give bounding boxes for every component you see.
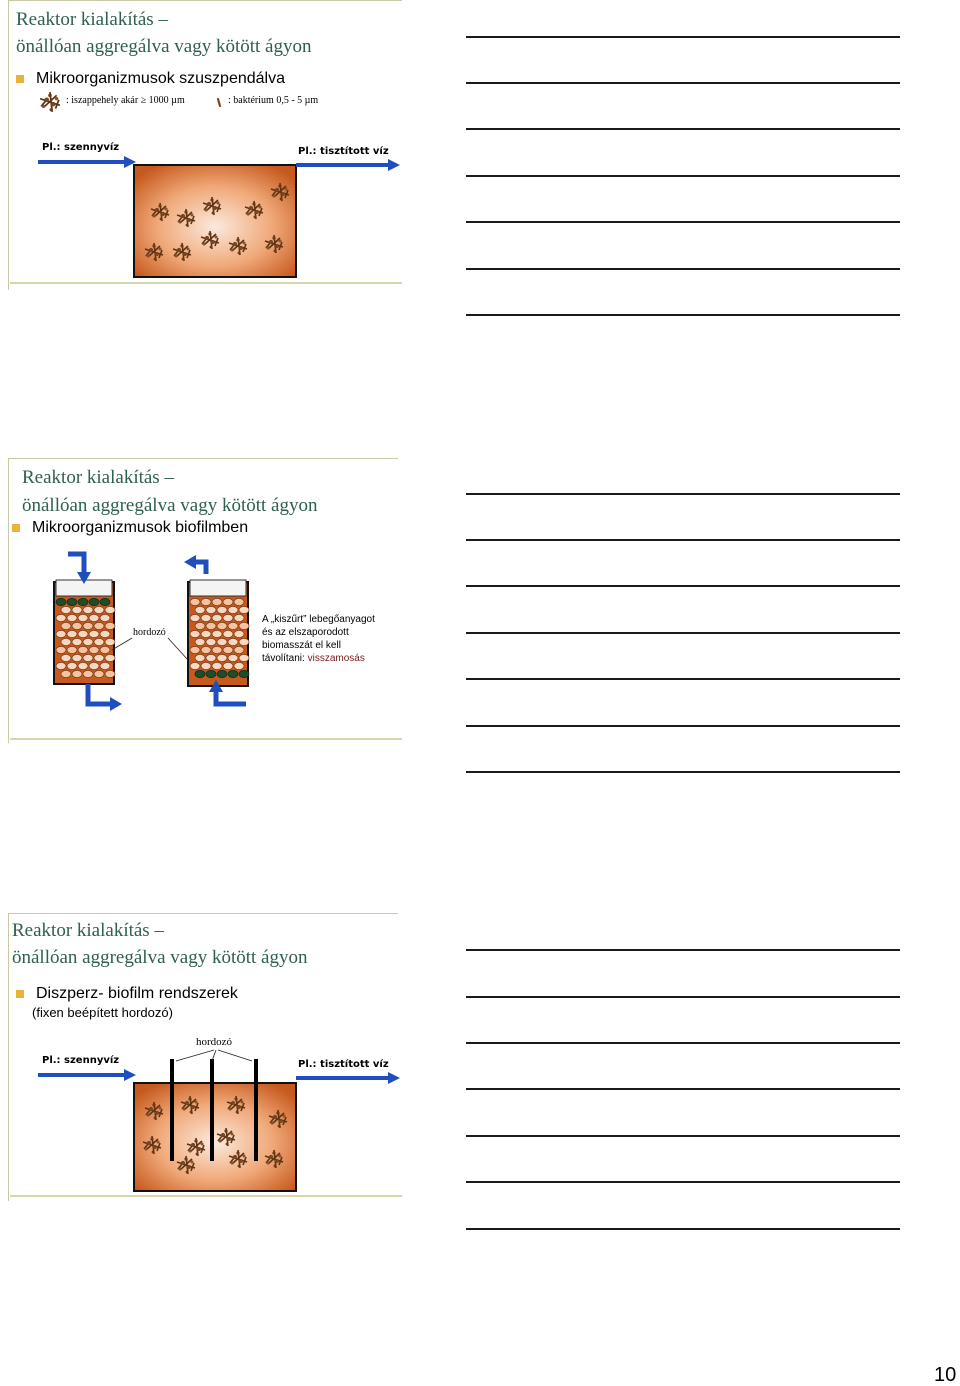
outlet-label: Pl.: tisztított víz bbox=[298, 1059, 389, 1070]
note-rule bbox=[466, 585, 900, 587]
carrier-bead bbox=[105, 638, 115, 645]
carrier-label: hordozó bbox=[133, 627, 166, 638]
carrier-bead bbox=[89, 614, 99, 621]
note-line: A „kiszűrt” lebegőanyagot bbox=[262, 614, 375, 625]
inflow-arrow-left bbox=[68, 554, 84, 574]
carrier-bead bbox=[190, 598, 200, 605]
carrier-bead bbox=[78, 662, 88, 669]
page-number: 10 bbox=[934, 1364, 957, 1386]
carrier-bead bbox=[89, 646, 99, 653]
carrier-bead bbox=[195, 638, 205, 645]
carrier-bead bbox=[201, 598, 211, 605]
carrier-bead bbox=[217, 622, 227, 629]
note-line: távolítani: visszamosás bbox=[262, 653, 365, 664]
carrier-bead bbox=[105, 622, 115, 629]
slide-title-line1: Reaktor kialakítás – bbox=[16, 9, 168, 30]
biofilm-filter-diagram bbox=[0, 458, 402, 743]
carrier-bead bbox=[223, 614, 233, 621]
note-rule bbox=[466, 268, 900, 270]
carrier-bead bbox=[78, 646, 88, 653]
bacterium-legend-icon bbox=[218, 99, 220, 106]
carrier-bead bbox=[61, 654, 71, 661]
carrier-bead bbox=[212, 662, 222, 669]
carrier-bead bbox=[234, 614, 244, 621]
carrier-bead bbox=[61, 670, 71, 677]
slide-title-line2: önállóan aggregálva vagy kötött ágyon bbox=[22, 495, 318, 516]
carrier-bead bbox=[234, 598, 244, 605]
carrier-bead bbox=[195, 622, 205, 629]
carrier-bead bbox=[83, 670, 93, 677]
carrier-bead bbox=[239, 622, 249, 629]
carrier-bead bbox=[78, 630, 88, 637]
carrier-bead bbox=[89, 630, 99, 637]
slide-title-line1: Reaktor kialakítás – bbox=[12, 920, 164, 941]
biofilm-bead bbox=[78, 598, 88, 605]
note-rule bbox=[466, 678, 900, 680]
carrier-bead bbox=[206, 654, 216, 661]
carrier-bead bbox=[201, 646, 211, 653]
carrier-pointer bbox=[176, 1050, 214, 1061]
carrier-bead bbox=[67, 646, 77, 653]
note-rule bbox=[466, 36, 900, 38]
floc-legend-text: : iszappehely akár ≥ 1000 µm bbox=[66, 95, 185, 106]
carrier-bead bbox=[195, 654, 205, 661]
carrier-bead bbox=[100, 614, 110, 621]
note-line: biomasszát el kell bbox=[262, 640, 341, 651]
note-rule bbox=[466, 725, 900, 727]
biofilm-bead bbox=[67, 598, 77, 605]
biofilm-bead bbox=[217, 670, 227, 677]
carrier-bead bbox=[100, 630, 110, 637]
carrier-bead bbox=[223, 662, 233, 669]
backwash-highlight: visszamosás bbox=[307, 653, 365, 664]
biofilm-bead bbox=[89, 598, 99, 605]
carrier-bead bbox=[61, 638, 71, 645]
note-rule bbox=[466, 493, 900, 495]
carrier-bead bbox=[94, 670, 104, 677]
carrier-bead bbox=[234, 646, 244, 653]
slide-title-line1: Reaktor kialakítás – bbox=[22, 467, 174, 488]
carrier-bead bbox=[72, 606, 82, 613]
carrier-bead bbox=[223, 630, 233, 637]
carrier-bead bbox=[72, 670, 82, 677]
carrier-bead bbox=[56, 646, 66, 653]
note-rule bbox=[466, 128, 900, 130]
bullet-text: Mikroorganizmusok biofilmben bbox=[32, 519, 249, 536]
note-rule bbox=[466, 1088, 900, 1090]
slide-title-line2: önállóan aggregálva vagy kötött ágyon bbox=[12, 947, 308, 968]
note-rule bbox=[466, 82, 900, 84]
carrier-bead bbox=[100, 646, 110, 653]
carrier-bead bbox=[83, 638, 93, 645]
carrier-bead bbox=[190, 614, 200, 621]
slide-title-line2: önállóan aggregálva vagy kötött ágyon bbox=[16, 36, 312, 57]
carrier-bead bbox=[217, 638, 227, 645]
carrier-bead bbox=[234, 662, 244, 669]
biofilm-bead bbox=[239, 670, 249, 677]
note-rule bbox=[466, 1228, 900, 1230]
bullet-text: Diszperz- biofilm rendszerek bbox=[36, 985, 238, 1002]
note-rule bbox=[466, 632, 900, 634]
carrier-bead bbox=[67, 630, 77, 637]
note-rule bbox=[466, 1042, 900, 1044]
note-rule bbox=[466, 314, 900, 316]
note-rule bbox=[466, 996, 900, 998]
sub-bullet-text: (fixen beépített hordozó) bbox=[32, 1005, 173, 1020]
slide-suspended bbox=[0, 0, 402, 290]
carrier-bead bbox=[67, 662, 77, 669]
carrier-bead bbox=[105, 670, 115, 677]
backwash-inflow-arrow bbox=[216, 690, 246, 704]
note-rule bbox=[466, 221, 900, 223]
note-rule bbox=[466, 1135, 900, 1137]
carrier-bead bbox=[56, 662, 66, 669]
note-line: és az elszaporodott bbox=[262, 627, 349, 638]
carrier-pointer-right bbox=[168, 638, 188, 660]
carrier-bead bbox=[105, 654, 115, 661]
carrier-bead bbox=[94, 606, 104, 613]
carrier-bead bbox=[190, 646, 200, 653]
carrier-bead bbox=[217, 654, 227, 661]
carrier-bead bbox=[56, 614, 66, 621]
inlet-label: Pl.: szennyvíz bbox=[42, 1055, 120, 1066]
carrier-bead bbox=[212, 630, 222, 637]
carrier-bead bbox=[217, 606, 227, 613]
backwash-note bbox=[262, 613, 375, 665]
carrier-bead bbox=[212, 598, 222, 605]
floc-legend-icon bbox=[40, 92, 60, 112]
carrier-bead bbox=[223, 646, 233, 653]
carrier-bead bbox=[223, 598, 233, 605]
carrier-bead bbox=[83, 606, 93, 613]
carrier-bead bbox=[56, 630, 66, 637]
note-rule bbox=[466, 1181, 900, 1183]
carrier-bead bbox=[195, 606, 205, 613]
biofilm-bead bbox=[195, 670, 205, 677]
carrier-bead bbox=[61, 606, 71, 613]
carrier-bead bbox=[206, 622, 216, 629]
carrier-bead bbox=[201, 630, 211, 637]
slide-dispersed-biofilm bbox=[0, 913, 402, 1201]
biofilm-bead bbox=[56, 598, 66, 605]
carrier-bead bbox=[78, 614, 88, 621]
note-rule bbox=[466, 175, 900, 177]
carrier-bead bbox=[105, 606, 115, 613]
biofilm-bead bbox=[228, 670, 238, 677]
reactor-tank bbox=[134, 165, 296, 277]
bacteria-legend-text: : baktérium 0,5 - 5 µm bbox=[228, 95, 319, 106]
carrier-bead bbox=[83, 622, 93, 629]
carrier-bead bbox=[190, 630, 200, 637]
note-rule bbox=[466, 539, 900, 541]
note-rule bbox=[466, 771, 900, 773]
carrier-bead bbox=[72, 638, 82, 645]
carrier-bead bbox=[201, 662, 211, 669]
outflow-arrow-left bbox=[88, 684, 112, 704]
carrier-bead bbox=[234, 630, 244, 637]
carrier-bead bbox=[239, 654, 249, 661]
reactor-tank bbox=[134, 1083, 296, 1191]
carrier-bead bbox=[89, 662, 99, 669]
carrier-bead bbox=[201, 614, 211, 621]
carrier-bead bbox=[72, 622, 82, 629]
carrier-bead bbox=[212, 646, 222, 653]
carrier-bead bbox=[83, 654, 93, 661]
note-rule bbox=[466, 949, 900, 951]
carrier-bead bbox=[228, 606, 238, 613]
carrier-bead bbox=[190, 662, 200, 669]
column-cap-right bbox=[190, 580, 246, 596]
inlet-label: Pl.: szennyvíz bbox=[42, 142, 120, 153]
carrier-bead bbox=[94, 638, 104, 645]
carrier-bead bbox=[228, 622, 238, 629]
carrier-bead bbox=[206, 638, 216, 645]
biofilm-bead bbox=[100, 598, 110, 605]
carrier-bead bbox=[212, 614, 222, 621]
carrier-bead bbox=[239, 606, 249, 613]
carrier-bead bbox=[228, 638, 238, 645]
outlet-label: Pl.: tisztított víz bbox=[298, 146, 389, 157]
carrier-bead bbox=[67, 614, 77, 621]
carrier-bead bbox=[94, 654, 104, 661]
carrier-label: hordozó bbox=[196, 1036, 233, 1048]
carrier-bead bbox=[100, 662, 110, 669]
biofilm-bead bbox=[206, 670, 216, 677]
carrier-bead bbox=[72, 654, 82, 661]
carrier-bead bbox=[228, 654, 238, 661]
carrier-bead bbox=[61, 622, 71, 629]
bullet-text: Mikroorganizmusok szuszpendálva bbox=[36, 70, 285, 87]
carrier-bead bbox=[94, 622, 104, 629]
carrier-bead bbox=[239, 638, 249, 645]
carrier-pointer bbox=[218, 1050, 252, 1061]
slide-biofilm bbox=[0, 458, 402, 743]
carrier-bead bbox=[206, 606, 216, 613]
